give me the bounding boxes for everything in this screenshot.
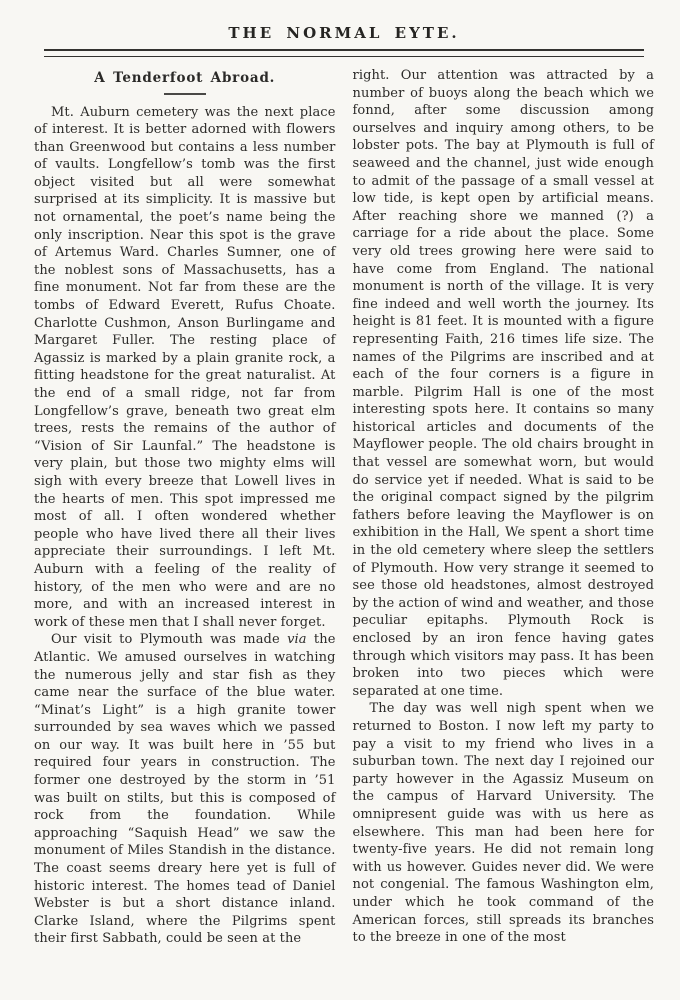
masthead-rule [44, 49, 644, 57]
paragraph-plymouth-continued: right. Our attention was attracted by a number of buoys along the beach which we fonnd, after some discussion among ourselves and inquiry among others, to be lobster pots. The bay at Plymouth is full of seaweed and the channel, just wide enough to admit of the passage of a small vessel at low tide, is kept open by artificial means. After reaching shore we manned (?) a carriage for a ride about the place. Some very old trees growing here were said to have come from England. The national monument is north of the village. It is very fine indeed and well worth the journey. Its height is 81 feet. It is mounted with a figure representing Faith, 216 times life size. The names of the Pilgrims are inscribed and at each of the four corners is a figure in marble. Pilgrim Hall is one of the most interesting spots here. It contains so many historical articles and documents of the Mayflower people. The old chairs brought in that vessel are somewhat worn, but would do service yet if needed. What is said to be the original compact signed by the pilgrim fathers before leaving the Mayflower is on exhibition in the Hall, We spent a short time in the old cemetery where sleep the settlers of Plymouth. How very strange it seemed to see those old headstones, almost destroyed by the action of wind and weather, and those peculiar epitaphs. Plymouth Rock is enclosed by an iron fence having gates through which visitors may pass. It has been broken into two pieces which were separated at one time. [352, 68, 654, 699]
paragraph-mt-auburn: Mt. Auburn cemetery was the next place of interest. It is better adorned with flowers than Greenwood but contains a less number of vaults. Longfellow’s tomb was the first object visited but all were somewhat surprised at its simplicity. It is massive but not ornamental, the poet’s name being the only inscription. Near this spot is the grave of Artemus Ward. Charles Sumner, one of the noblest sons of Massachusetts, has a fine monument. Not far from these are the tombs of Edward Everett, Rufus Choate. Charlotte Cushmon, Anson Burlingame and Margaret Fuller. The resting place of Agassiz is marked by a plain granite rock, a fitting headstone for the great naturalist. At the end of a small ridge, not far from Longfellow’s grave, beneath two great elm trees, rests the remains of the author of “Vision of Sir Launfal.” The headstone is very plain, but those two mighty elms will sigh with every breeze that Lowell lives in the hearts of men. This spot impressed me most of all. I often wondered whether people who have lived there all their lives appreciate their surroundings. I left Mt. Auburn with a feeling of the reality of history, of the men who were and are no more, and with an increased interest in work of these men that I shall never forget. [34, 104, 336, 630]
paragraph-return-to-boston: The day was well nigh spent when we returned to Boston. I now left my party to pay a visit to my friend who lives in a suburban town. The next day I rejoined our party however in the Agassiz Museum on the campus of Harvard University. The omnipresent guide was with us here as elsewhere. This man had been here for twenty-five years. He did not remain long with us however. Guides never did. We were not congenial. The famous Washington elm, under which he took command of the American forces, still spreads its branches to the breeze in one of the most [352, 701, 654, 946]
paragraph-plymouth-visit [34, 631, 336, 948]
masthead [44, 24, 644, 57]
article-body [34, 67, 654, 948]
publication-title: THE NORMAL EYTE. [228, 24, 460, 42]
article-title: A Tenderfoot Abroad. [94, 70, 276, 86]
column-left [34, 67, 336, 948]
column-right [353, 67, 655, 948]
paragraph-text-segment: Our visit to Plymouth was made [51, 632, 288, 648]
paragraph-text-segment: the Atlantic. We amused ourselves in watching the numerous jelly and star fish as they came near the surface of the blue water. “Minat’s Light” is a high granite tower surrounded by sea waves which we passed on our way. It was built here in ’55 but required four years in construction. The former one destroyed by the storm in ’51 was built on stilts, but this is composed of rock from the foundation. While approaching “Saquish Head” we saw the monument of Miles Standish in the distance. The coast seems dreary here yet is full of historic interest. The homes tead of Daniel Webster is but a short distance inland. Clarke Island, where the Pilgrims spent their first Sabbath, could be seen at the [34, 632, 336, 947]
italic-word-via: via [287, 632, 307, 648]
article-title-rule [164, 93, 206, 95]
